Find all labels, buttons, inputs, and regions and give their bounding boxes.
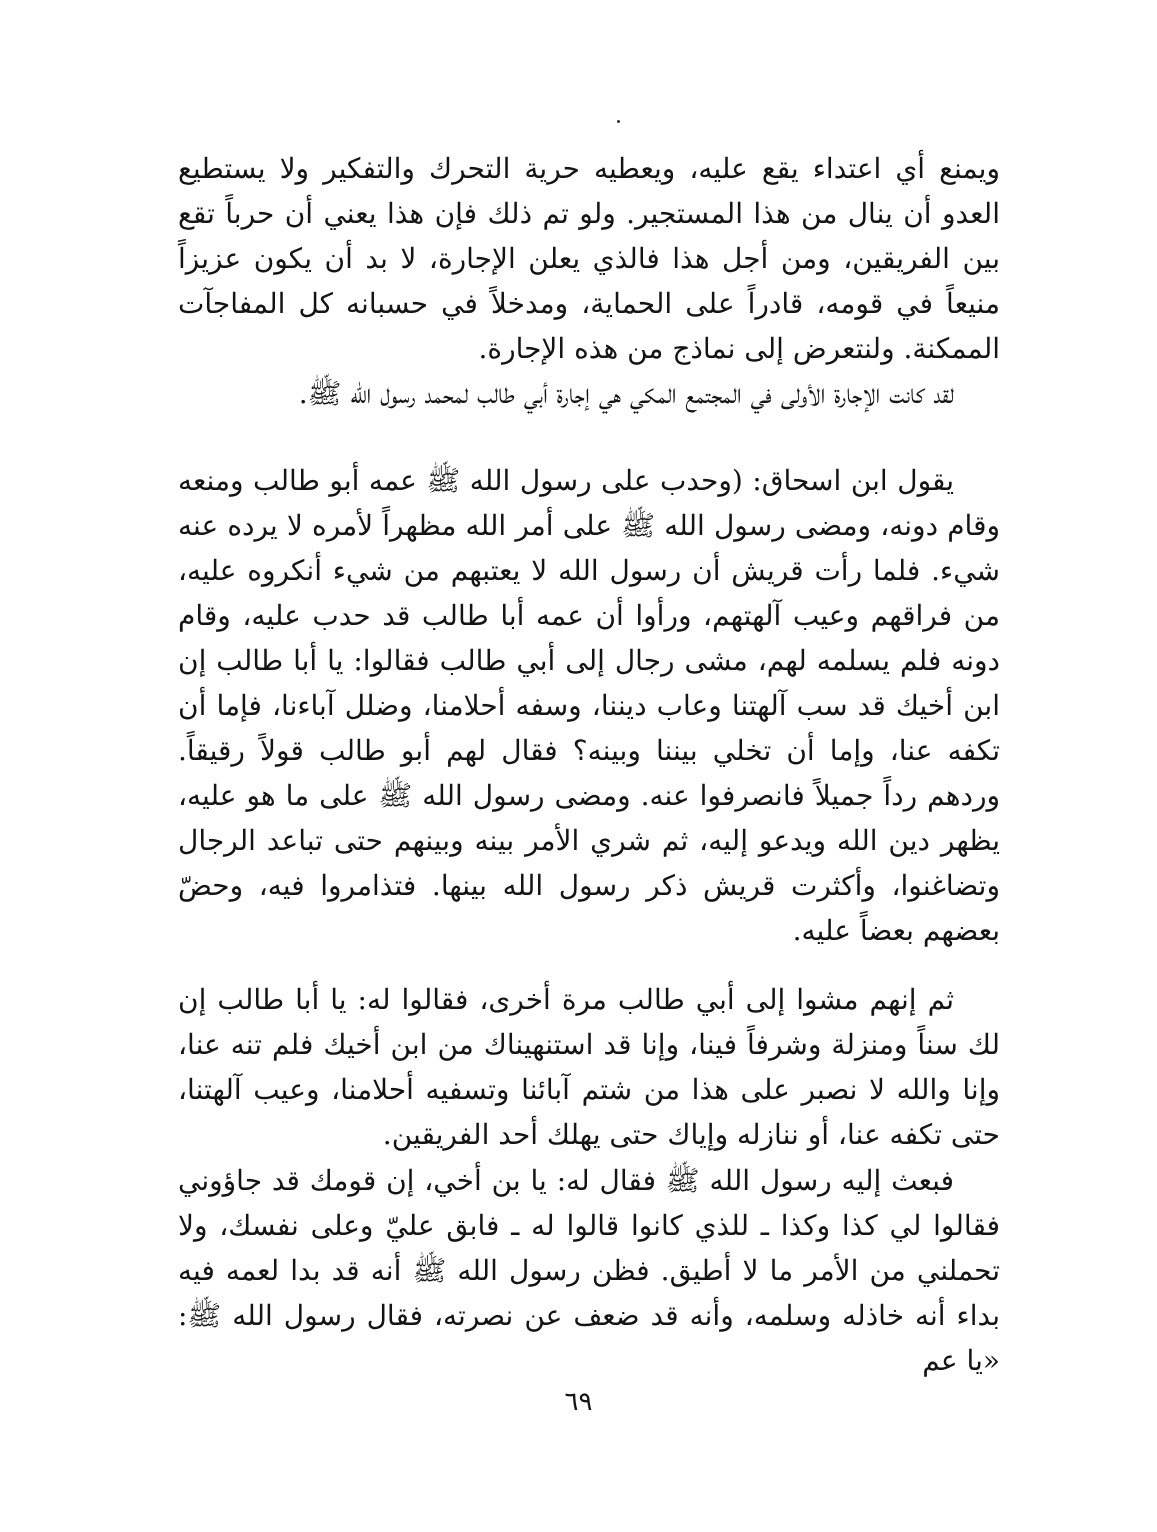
text-block-second-visit (178, 977, 1000, 1157)
paragraph-second-visit: ثم إنهم مشوا إلى أبي طالب مرة أخرى، فقالوا له: يا أبا طالب إن لك سناً ومنزلة وشرفاً فينا، وإنا قد استنهيناك من ابن أخيك فلم تنه عنا، وإنا والله لا نصبر على هذا من شتم آبائنا وتسفيه أحلامنا، وعيب آلهتنا، حتى تكفه عنا، أو ننازله وإياك حتى يهلك أحد الفريقين. (178, 983, 1000, 1151)
page-number: ٦٩ (564, 1387, 593, 1417)
text-block-intro (178, 146, 1000, 416)
paragraph-prophet-summoned: فبعث إليه رسول الله ﷺ فقال له: يا بن أخي، إن قومك قد جاؤوني فقالوا لي كذا وكذا ـ للذي كانوا قالوا له ـ فابق عليّ وعلى نفسك، ولا تحملني من الأمر ما لا أطيق. فظن رسول الله ﷺ أنه قد بدا لعمه فيه بداء أنه خاذله وسلمه، وأنه قد ضعف عن نصرته، فقال رسول الله ﷺ: «يا عم (178, 1164, 1000, 1377)
stray-dot-mark (617, 120, 620, 123)
text-block-ibn-ishaq (178, 458, 1000, 953)
paragraph-ibn-ishaq-quote: يقول ابن اسحاق: (وحدب على رسول الله ﷺ عمه أبو طالب ومنعه وقام دونه، ومضى رسول الله ﷺ على أمر الله مظهراً لأمره لا يرده عنه شيء. فلما رأت قريش أن رسول الله لا يعتبهم من شيء أنكروه عليه، من فراقهم وعيب آلهتهم، ورأوا أن عمه أبا طالب قد حدب عليه، وقام دونه فلم يسلمه لهم، مشى رجال إلى أبي طالب فقالوا: يا أبا طالب إن ابن أخيك قد سب آلهتنا وعاب ديننا، وسفه أحلامنا، وضلل آباءنا، فإما أن تكفه عنا، وإما أن تخلي بيننا وبينه؟ فقال لهم أبو طالب قولاً رقيقاً. وردهم رداً جميلاً فانصرفوا عنه. ومضى رسول الله ﷺ على ما هو عليه، يظهر دين الله ويدعو إليه، ثم شري الأمر بينه وبينهم حتى تباعد الرجال وتضاغنوا، وأكثرت قريش ذكر رسول الله بينها. فتذامروا فيه، وحضّ بعضهم بعضاً عليه. (178, 464, 1000, 947)
text-block-prophet-reply (178, 1158, 1000, 1383)
paragraph-abu-talib-ijara: لقد كانت الإجارة الأولى في المجتمع المكي هي إجارة أبي طالب لمحمد رسول الله ﷺ. (298, 377, 954, 410)
paragraph-ijara-intro: ويمنع أي اعتداء يقع عليه، ويعطيه حرية التحرك والتفكير ولا يستطيع العدو أن ينال من هذا المستجير. ولو تم ذلك فإن هذا يعني أن حرباً تقع بين الفريقين، ومن أجل هذا فالذي يعلن الإجارة، لا بد أن يكون عزيزاً منيعاً في قومه، قادراً على الحماية، ومدخلاً في حسبانه كل المفاجآت الممكنة. ولنتعرض إلى نماذج من هذه الإجارة. (178, 152, 1000, 365)
